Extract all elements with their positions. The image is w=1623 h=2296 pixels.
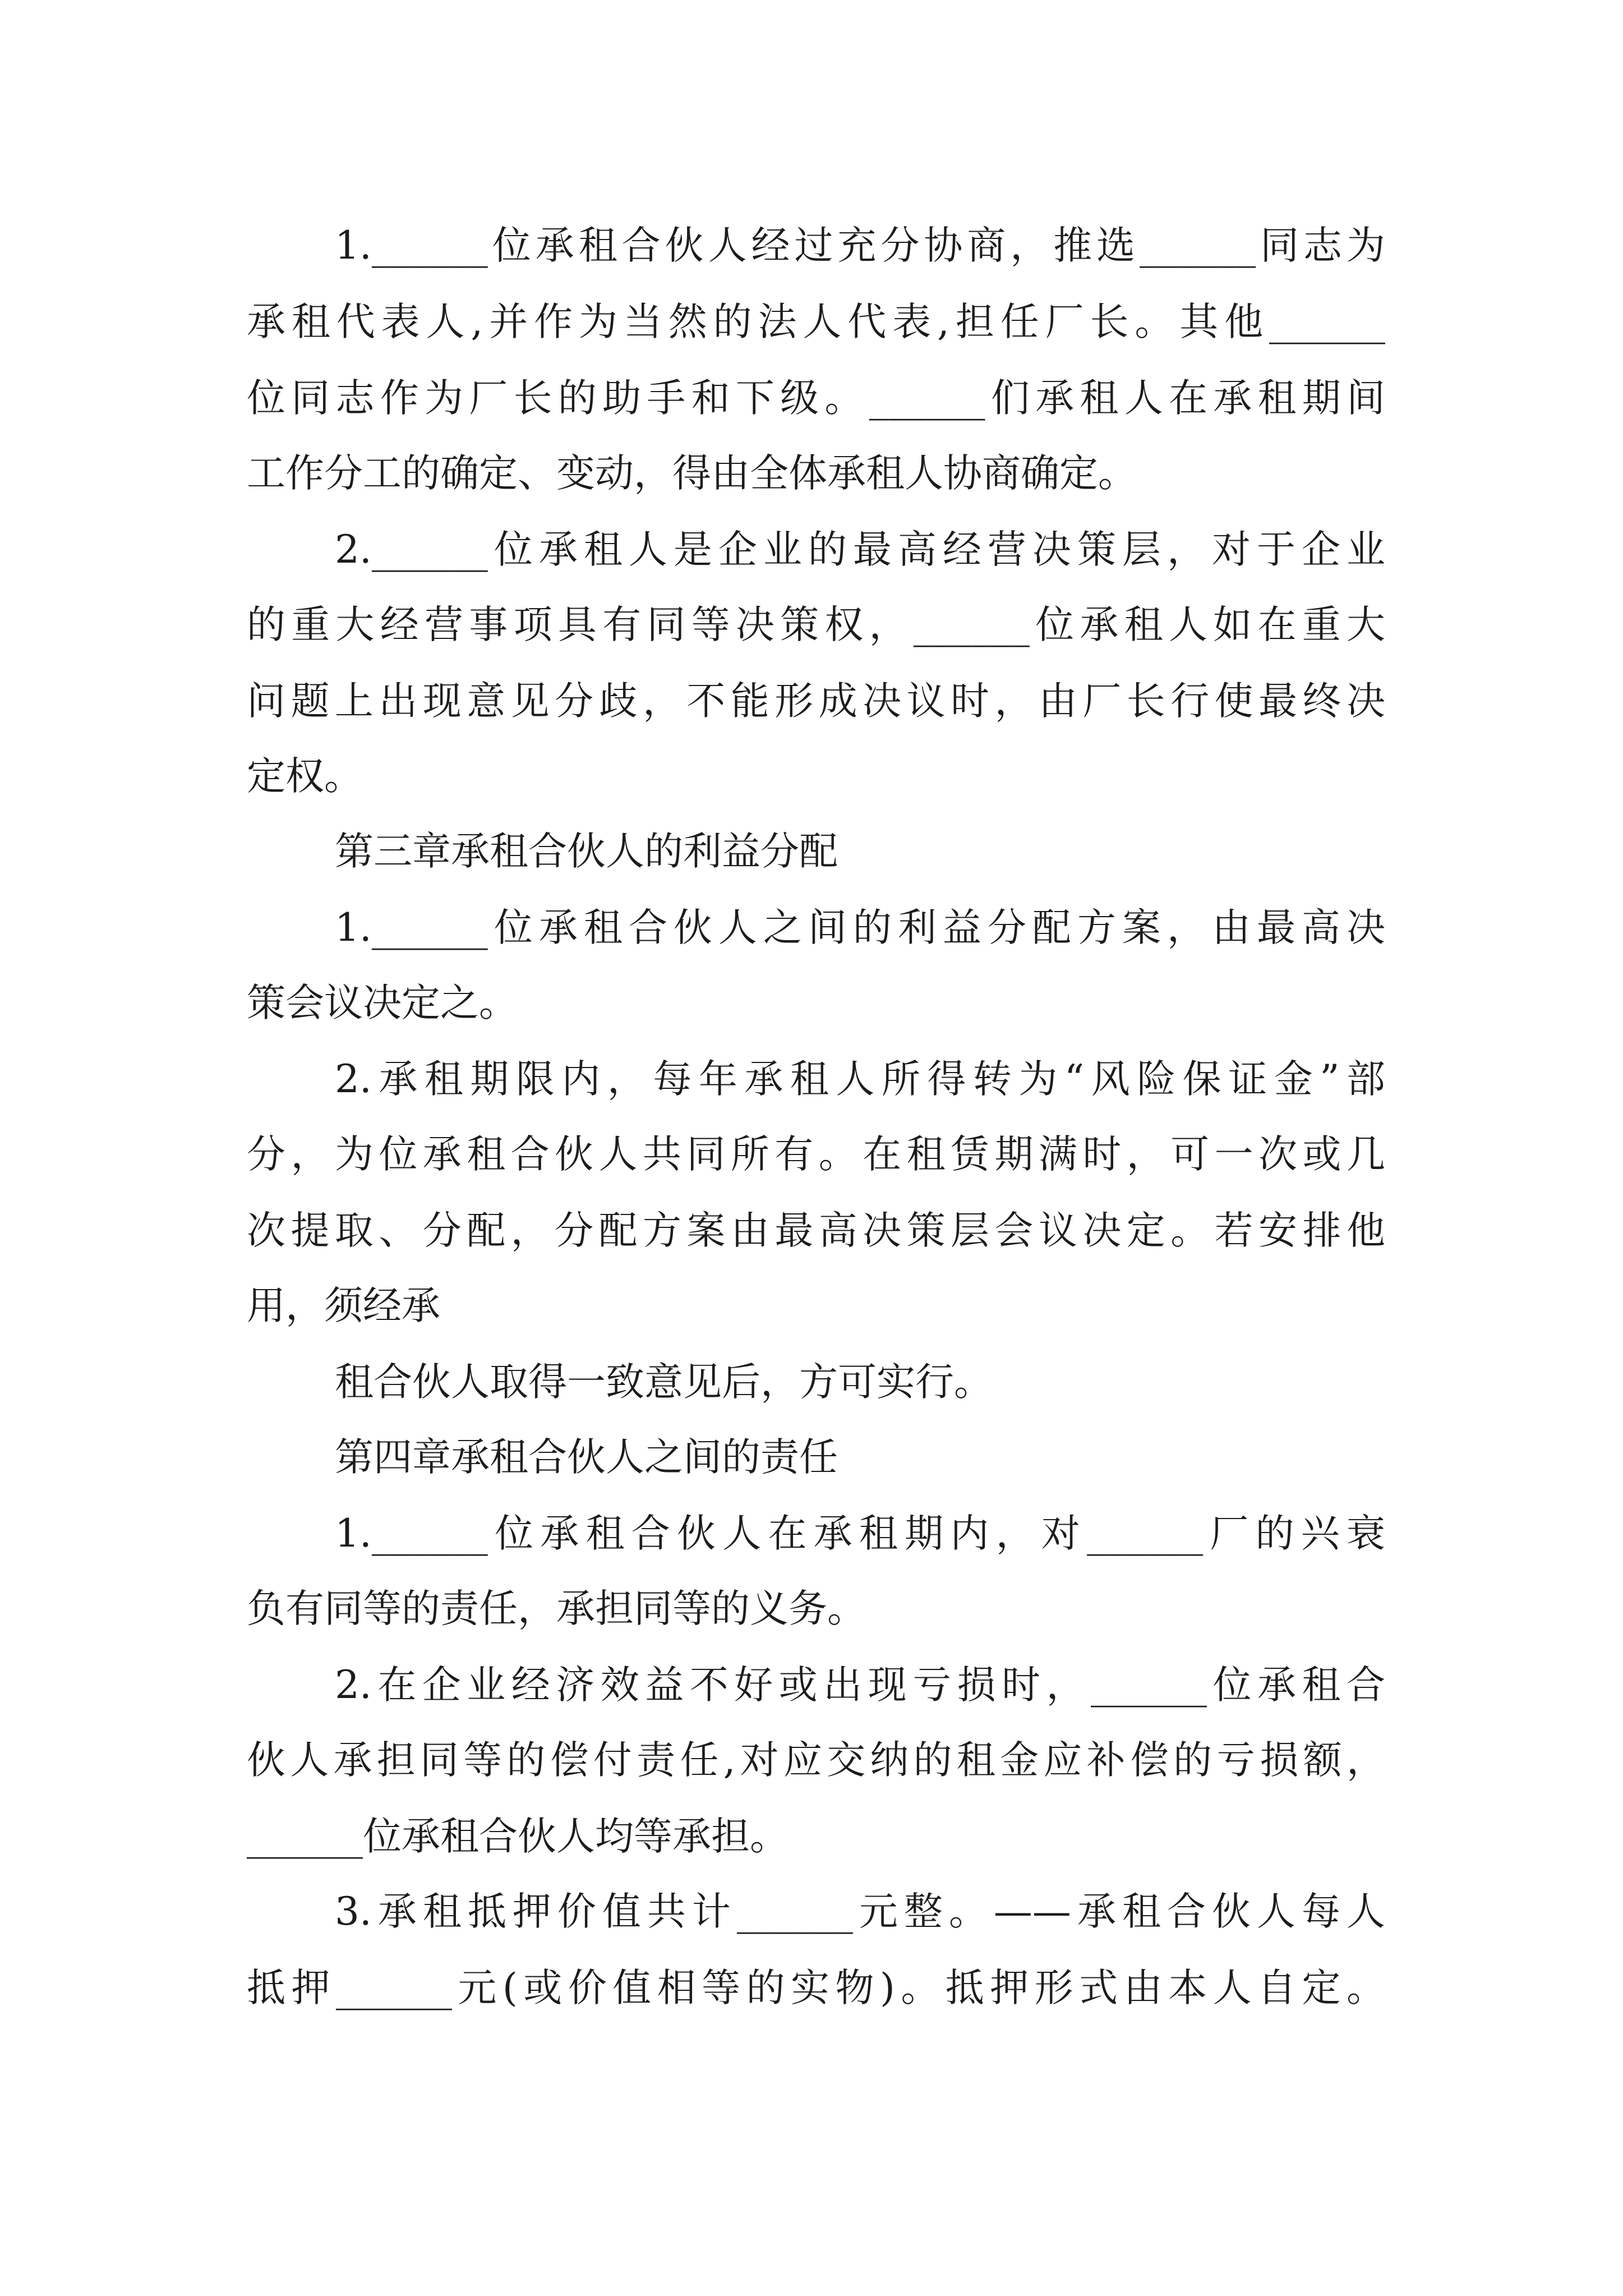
paragraph-line: 分，为位承租合伙人共同所有。在租赁期满时，可一次或几 <box>247 1132 1385 1177</box>
chapter-heading: 第三章承租合伙人的利益分配 <box>335 829 838 874</box>
paragraph-line: 租合伙人取得一致意见后，方可实行。 <box>335 1360 993 1405</box>
paragraph-line: 伙人承担同等的偿付责任,对应交纳的租金应补偿的亏损额， <box>247 1738 1385 1783</box>
chapter-heading: 第四章承租合伙人之间的责任 <box>335 1435 838 1480</box>
paragraph-line: 承租代表人,并作为当然的法人代表,担任厂长。其他______ <box>247 300 1385 344</box>
paragraph-line: 定权。 <box>247 754 363 799</box>
paragraph-line: 负有同等的责任，承担同等的义务。 <box>247 1586 866 1631</box>
paragraph-line: 问题上出现意见分歧，不能形成决议时，由厂长行使最终决 <box>247 679 1385 724</box>
paragraph-line: 策会议决定之。 <box>247 981 518 1025</box>
paragraph-line: 1.______位承租合伙人之间的利益分配方案，由最高决 <box>335 905 1385 950</box>
paragraph-line: 工作分工的确定、变动，得由全体承租人协商确定。 <box>247 451 1137 496</box>
paragraph-line: 2.在企业经济效益不好或出现亏损时，______位承租合 <box>335 1663 1385 1708</box>
paragraph-line: 2.______位承租人是企业的最高经营决策层，对于企业 <box>335 527 1385 572</box>
paragraph-line: 2.承租期限内，每年承租人所得转为“风险保证金”部 <box>335 1057 1385 1102</box>
paragraph-line: 的重大经营事项具有同等决策权，______位承租人如在重大 <box>247 602 1385 647</box>
paragraph-line: 抵押______元(或价值相等的实物)。抵押形式由本人自定。 <box>247 1966 1385 2010</box>
paragraph-line: 次提取、分配，分配方案由最高决策层会议决定。若安排他 <box>247 1208 1385 1253</box>
paragraph-line: 1.______位承租合伙人在承租期内，对______厂的兴衰 <box>335 1511 1385 1556</box>
paragraph-line: 位同志作为厂长的助手和下级。______们承租人在承租期间 <box>247 376 1385 421</box>
paragraph-line: ______位承租合伙人均等承担。 <box>247 1814 789 1859</box>
paragraph-line: 用，须经承 <box>247 1283 440 1328</box>
paragraph-line: 1.______位承租合伙人经过充分协商，推选______同志为 <box>335 223 1385 268</box>
paragraph-line: 3.承租抵押价值共计______元整。——承租合伙人每人 <box>335 1889 1385 1934</box>
